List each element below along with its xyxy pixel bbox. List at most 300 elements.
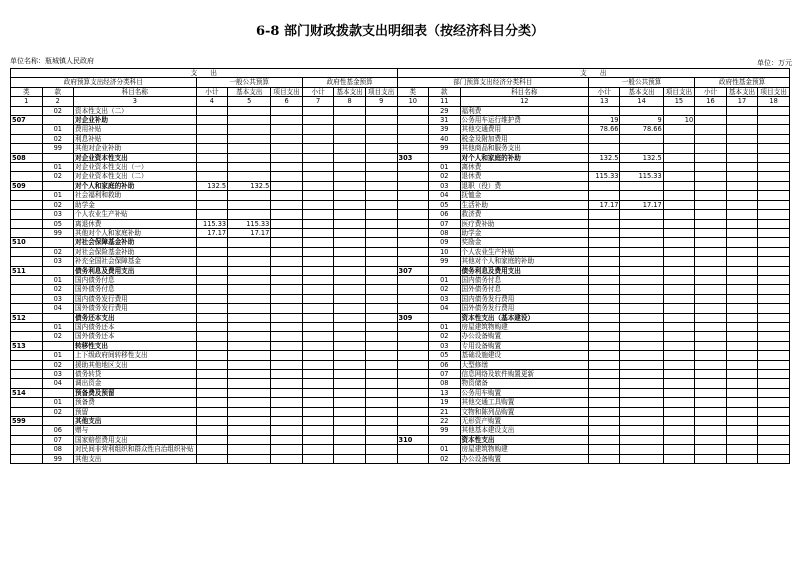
lei-cell: 310 [397,435,429,444]
amount-cell [334,228,366,237]
amount-cell [365,370,397,379]
lei-cell [11,351,43,360]
amount-cell [228,351,271,360]
amount-cell [663,379,695,388]
amount-cell [271,388,303,397]
subject-name-cell: 对企业资本性支出（二） [74,172,197,181]
amount-cell [695,341,727,350]
table-row [11,332,790,341]
amount-cell [588,219,620,228]
subject-name-cell: 其他对企业补助 [74,144,197,153]
table-row [11,341,790,350]
amount-cell [196,191,228,200]
amount-cell [365,313,397,322]
lei-cell [397,445,429,454]
amount-cell [334,370,366,379]
lei-cell [397,210,429,219]
amount-cell [620,417,663,426]
kuan-cell: 08 [42,445,74,454]
amount-cell [758,454,790,463]
amount-cell [271,351,303,360]
subject-name-cell: 福利费 [460,106,588,115]
amount-cell [302,294,334,303]
kuan-cell: 01 [42,351,74,360]
subject-name-cell: 对企业补助 [74,116,197,125]
kuan-cell [429,266,461,275]
amount-cell [758,257,790,266]
kuan-cell: 02 [429,332,461,341]
amount-cell [196,106,228,115]
amount-cell [365,125,397,134]
amount-cell [365,210,397,219]
amount-cell [365,191,397,200]
kuan-cell [42,116,74,125]
amount-cell [302,360,334,369]
amount-cell [758,285,790,294]
left-group-header: 支 出 [11,69,398,78]
table-row [11,247,790,256]
subject-name-cell: 预备费 [74,398,197,407]
amount-cell [588,238,620,247]
amount-cell [302,116,334,125]
amount-cell [365,407,397,416]
amount-cell [695,247,727,256]
amount-cell [334,322,366,331]
kuan-cell [42,238,74,247]
subject-name-cell: 信息网络及软件购置更新 [460,370,588,379]
amount-cell [271,228,303,237]
amount-cell [365,294,397,303]
amount-cell [588,351,620,360]
subject-name-cell: 医疗费补助 [460,219,588,228]
amount-cell [271,125,303,134]
amount-cell [196,304,228,313]
amount-cell [302,219,334,228]
amount-cell [302,351,334,360]
kuan-cell: 02 [42,134,74,143]
amount-cell [758,153,790,162]
project-header: 项目支出 [758,87,790,96]
amount-cell [302,144,334,153]
kuan-cell: 03 [429,181,461,190]
lei-cell: 307 [397,266,429,275]
amount-cell [334,106,366,115]
lei-header: 类 [11,87,43,96]
amount-cell [726,322,758,331]
subject-name-cell: 助学金 [460,228,588,237]
amount-cell [695,106,727,115]
amount-cell [365,153,397,162]
subject-name-cell: 其他基本建设支出 [460,426,588,435]
lei-cell [397,219,429,228]
amount-cell [663,257,695,266]
amount-cell [302,322,334,331]
lei-cell [397,370,429,379]
amount-cell: 115.33 [588,172,620,181]
amount-cell: 19 [588,116,620,125]
amount-cell [588,266,620,275]
amount-cell [302,313,334,322]
amount-cell [196,417,228,426]
amount-cell [302,417,334,426]
amount-cell [271,106,303,115]
subject-name-cell: 个人农业生产补贴 [74,210,197,219]
amount-cell [620,379,663,388]
amount-cell [758,134,790,143]
kuan-cell: 99 [429,144,461,153]
col-number: 8 [334,97,366,106]
lei-cell: 511 [11,266,43,275]
amount-cell [302,304,334,313]
subject-name-cell: 债务还本支出 [74,313,197,322]
kuan-cell: 03 [429,341,461,350]
amount-cell [620,285,663,294]
subject-name-cell: 助学金 [74,200,197,209]
amount-cell [271,313,303,322]
amount-cell [758,360,790,369]
project-header: 项目支出 [663,87,695,96]
amount-cell [365,341,397,350]
amount-cell [302,163,334,172]
subject-name-cell: 退职（役）费 [460,181,588,190]
unit-label: 单位：万元 [757,59,792,67]
lei-cell [397,285,429,294]
table-row [11,407,790,416]
amount-cell [302,153,334,162]
kuan-cell: 01 [42,398,74,407]
lei-cell [11,106,43,115]
kuan-cell: 01 [42,125,74,134]
table-row [11,172,790,181]
lei-cell [397,360,429,369]
subject-name-cell: 专用设备购置 [460,341,588,350]
lei-cell [397,332,429,341]
amount-cell [196,266,228,275]
amount-cell [588,285,620,294]
lei-cell [11,379,43,388]
amount-cell [726,163,758,172]
amount-cell [726,228,758,237]
amount-cell [271,116,303,125]
subject-name-cell: 资本性支出 [460,435,588,444]
subject-name-cell: 社会福利和救助 [74,191,197,200]
subject-name-cell: 对社会保险基金补助 [74,247,197,256]
amount-cell [663,144,695,153]
amount-cell [334,134,366,143]
amount-cell [620,435,663,444]
amount-cell [334,238,366,247]
general-budget-header: 一般公共预算 [196,78,302,87]
fund-budget-header: 政府性基金预算 [302,78,397,87]
kuan-cell: 22 [429,417,461,426]
col-number: 18 [758,97,790,106]
kuan-cell [42,313,74,322]
amount-cell [271,435,303,444]
amount-cell [620,247,663,256]
amount-cell [271,417,303,426]
amount-cell [663,351,695,360]
amount-cell [663,181,695,190]
amount-cell [726,210,758,219]
amount-cell [196,332,228,341]
amount-cell [726,275,758,284]
kuan-cell: 13 [429,388,461,397]
lei-cell [397,106,429,115]
amount-cell [196,322,228,331]
amount-cell [228,313,271,322]
amount-cell [228,388,271,397]
amount-cell [302,228,334,237]
table-row [11,219,790,228]
amount-cell [588,398,620,407]
amount-cell [726,435,758,444]
kuan-cell [42,266,74,275]
amount-cell [758,426,790,435]
amount-cell: 115.33 [228,219,271,228]
amount-cell [228,426,271,435]
amount-cell [695,285,727,294]
table-row [11,257,790,266]
amount-cell [758,228,790,237]
amount-cell [196,210,228,219]
lei-cell [397,116,429,125]
amount-cell [334,181,366,190]
amount-cell [334,388,366,397]
amount-cell [663,134,695,143]
amount-cell [695,257,727,266]
table-row [11,125,790,134]
kuan-cell: 03 [429,294,461,303]
amount-cell [365,285,397,294]
lei-cell [11,144,43,153]
amount-cell [271,191,303,200]
amount-cell [758,266,790,275]
amount-cell [228,172,271,181]
amount-cell [695,313,727,322]
lei-cell [11,247,43,256]
basic-header: 基本支出 [726,87,758,96]
subject-name-cell: 债务利息及费用支出 [460,266,588,275]
amount-cell [228,379,271,388]
lei-cell [397,294,429,303]
amount-cell [726,125,758,134]
amount-cell [334,285,366,294]
kuan-cell: 02 [42,332,74,341]
amount-cell [695,351,727,360]
amount-cell: 132.5 [196,181,228,190]
amount-cell [228,360,271,369]
amount-cell [663,435,695,444]
amount-cell [271,332,303,341]
amount-cell [726,181,758,190]
name-header: 科目名称 [74,87,197,96]
amount-cell [726,313,758,322]
amount-cell [196,116,228,125]
table-row [11,294,790,303]
amount-cell [620,191,663,200]
amount-cell [620,370,663,379]
col-number: 9 [365,97,397,106]
amount-cell [365,388,397,397]
kuan-cell: 04 [42,379,74,388]
amount-cell [663,285,695,294]
amount-cell [196,313,228,322]
amount-cell [663,247,695,256]
amount-cell [228,200,271,209]
unit-name: 单位名称：瓶城镇人民政府 [10,57,94,65]
amount-cell [726,370,758,379]
amount-cell [663,228,695,237]
lei-cell [397,163,429,172]
amount-cell [726,257,758,266]
lei-cell [397,388,429,397]
lei-cell [11,332,43,341]
amount-cell [271,275,303,284]
col-number: 4 [196,97,228,106]
amount-cell [302,426,334,435]
lei-cell [397,304,429,313]
project-header: 项目支出 [271,87,303,96]
subject-name-cell: 援助其他地区支出 [74,360,197,369]
amount-cell [196,435,228,444]
amount-cell [228,332,271,341]
kuan-cell: 06 [42,426,74,435]
table-row [11,426,790,435]
amount-cell [588,144,620,153]
amount-cell [695,116,727,125]
amount-cell [758,200,790,209]
table-row [11,134,790,143]
kuan-cell: 07 [429,370,461,379]
kuan-header: 款 [429,87,461,96]
amount-cell [695,407,727,416]
kuan-cell: 01 [429,322,461,331]
subject-name-cell: 资本性支出（基本建设） [460,313,588,322]
amount-cell [302,275,334,284]
amount-cell [302,106,334,115]
lei-cell: 507 [11,116,43,125]
amount-cell [620,163,663,172]
amount-cell [726,388,758,397]
lei-cell [397,398,429,407]
kuan-cell: 07 [429,219,461,228]
lei-cell [397,275,429,284]
amount-cell [663,370,695,379]
econ-class-header: 政府预算支出经济分类科目 [11,78,197,87]
amount-cell [196,360,228,369]
lei-cell [11,210,43,219]
amount-cell [334,125,366,134]
amount-cell [588,313,620,322]
amount-cell [228,398,271,407]
table-row [11,181,790,190]
amount-cell [588,163,620,172]
amount-cell [726,172,758,181]
kuan-cell: 01 [42,322,74,331]
amount-cell [758,116,790,125]
table-row [11,351,790,360]
lei-cell: 509 [11,181,43,190]
amount-cell [663,360,695,369]
kuan-cell: 99 [42,144,74,153]
amount-cell [365,228,397,237]
kuan-cell: 01 [429,163,461,172]
col-number: 7 [302,97,334,106]
amount-cell [228,445,271,454]
amount-cell [365,134,397,143]
amount-cell [588,191,620,200]
amount-cell [695,322,727,331]
amount-cell [695,200,727,209]
amount-cell [365,445,397,454]
amount-cell [196,144,228,153]
amount-cell [228,407,271,416]
amount-cell [302,370,334,379]
kuan-cell: 21 [429,407,461,416]
amount-cell [196,125,228,134]
kuan-cell: 05 [429,351,461,360]
table-row [11,275,790,284]
amount-cell [588,454,620,463]
amount-cell [271,257,303,266]
amount-cell [758,238,790,247]
amount-cell: 17.17 [620,200,663,209]
lei-cell [11,294,43,303]
lei-cell [397,191,429,200]
amount-cell [695,172,727,181]
kuan-cell: 05 [429,200,461,209]
amount-cell [695,304,727,313]
amount-cell: 17.17 [196,228,228,237]
amount-cell [695,417,727,426]
amount-cell [334,417,366,426]
col-number: 6 [271,97,303,106]
amount-cell [196,200,228,209]
amount-cell [695,181,727,190]
amount-cell [726,417,758,426]
kuan-cell: 06 [429,360,461,369]
subject-name-cell: 其他交通费用 [460,125,588,134]
amount-cell [588,360,620,369]
amount-cell [365,417,397,426]
subject-name-cell: 对企业资本性支出（一） [74,163,197,172]
amount-cell [695,134,727,143]
subject-name-cell: 国内债务发行费用 [74,294,197,303]
amount-cell [334,163,366,172]
amount-cell [334,275,366,284]
amount-cell [228,285,271,294]
amount-cell [620,426,663,435]
lei-cell: 512 [11,313,43,322]
amount-cell [758,191,790,200]
amount-cell: 115.33 [620,172,663,181]
subject-name-cell: 预留 [74,407,197,416]
amount-cell [228,294,271,303]
amount-cell [588,304,620,313]
kuan-cell: 01 [42,163,74,172]
amount-cell [620,181,663,190]
col-number: 10 [397,97,429,106]
amount-cell [588,417,620,426]
lei-cell: 309 [397,313,429,322]
amount-cell [695,332,727,341]
lei-cell [11,407,43,416]
amount-cell [334,266,366,275]
amount-cell [663,398,695,407]
lei-cell [11,398,43,407]
project-header: 项目支出 [365,87,397,96]
table-row [11,313,790,322]
